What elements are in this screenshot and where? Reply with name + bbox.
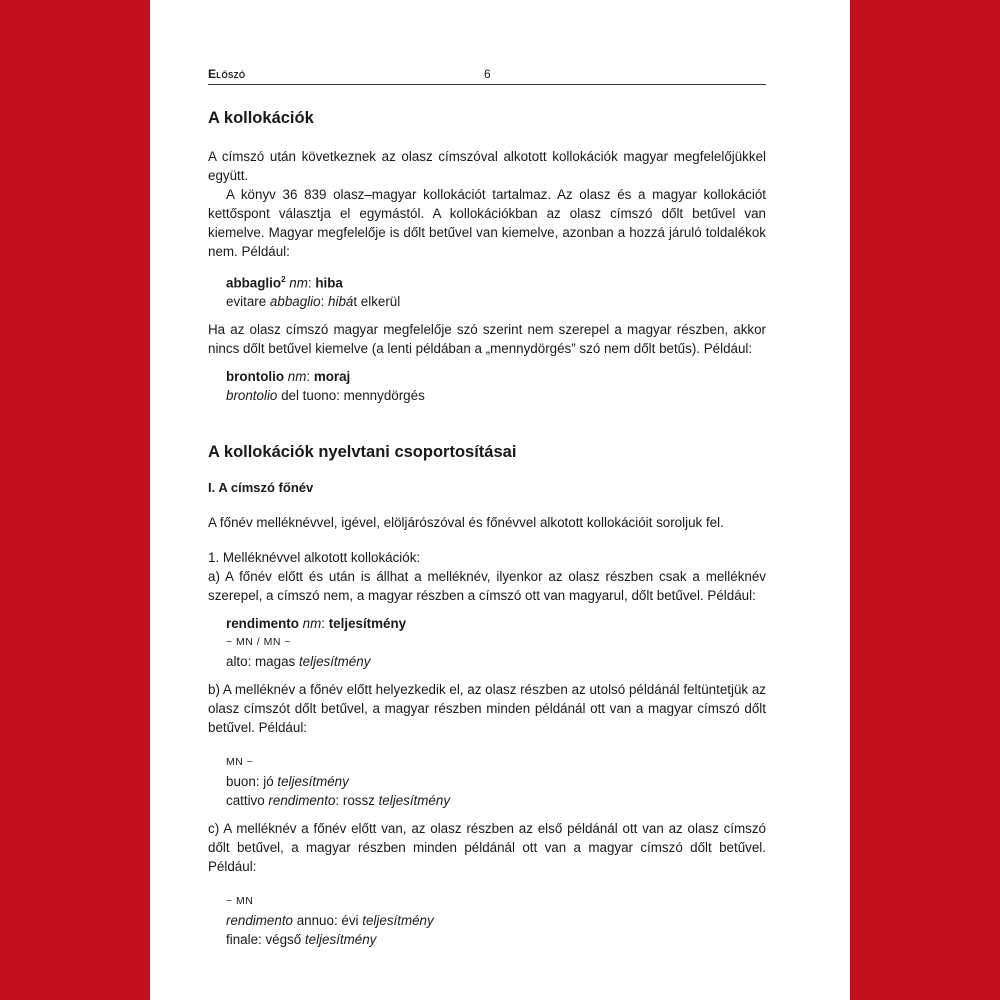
- example-pattern-line: ~ MN: [226, 895, 254, 908]
- description-paragraph: A könyv 36 839 olasz–magyar kollokációt tartalmaz. Az olasz és a magyar kollokációt kettőspont választja el egymástól. A kollokációkban az olasz címszó dőlt betűvel van kiemelve. Magyar megfelelője is dőlt betűvel van kiemelve, azonban a hozzá járuló toldalékok nem. Például:: [208, 187, 766, 259]
- running-header-section: Előszó: [208, 67, 246, 81]
- example-collocation-line: cattivo rendimento: rossz teljesítmény: [226, 793, 451, 809]
- adjective-list-heading: 1. Melléknévvel alkotott kollokációk:: [208, 550, 421, 566]
- example-collocation-line: finale: végső teljesítmény: [226, 932, 377, 948]
- page-content: [208, 66, 766, 949]
- running-header: [208, 66, 766, 85]
- example-rendimento: [226, 614, 766, 671]
- example-rule-c: [226, 892, 766, 949]
- example-entry-line: rendimento nm: teljesítmény: [226, 616, 407, 632]
- example-pattern-line: MN ~: [226, 756, 254, 769]
- subsection-heading-noun: I. A címszó főnév: [208, 480, 314, 496]
- note-paragraph: Ha az olasz címszó magyar megfelelője szó szerint nem szerepel a magyar részben, akkor nincs dőlt betűvel kiemelve (a lenti példában a „mennydörgés” szó nem dőlt betűs). Például:: [208, 322, 766, 357]
- example-rule-b: [226, 753, 766, 810]
- example-abbaglio: [226, 270, 766, 311]
- section-heading-kollokaciok: A kollokációk: [208, 109, 314, 127]
- page-number: 6: [484, 67, 491, 81]
- example-pattern-line: ~ MN / MN ~: [226, 636, 292, 649]
- intro-paragraph: A címszó után következnek az olasz címszóval alkotott kollokációk magyar megfelelőjükkel együtt.: [208, 149, 766, 183]
- rule-c-paragraph: c) A melléknév a főnév előtt van, az olasz részben az első példánál ott van az olasz címszó dőlt betűvel, a magyar részben minden példánál ott van a magyar címszó dőlt betűvel. Például:: [208, 821, 766, 875]
- example-collocation-line: brontolio del tuono: mennydörgés: [226, 388, 425, 404]
- noun-intro-paragraph: A főnév melléknévvel, igével, elöljárószóval és főnévvel alkotott kollokációit soroljuk fel.: [208, 515, 724, 531]
- example-collocation-line: alto: magas teljesítmény: [226, 654, 371, 670]
- example-collocation-line: evitare abbaglio: hibát elkerül: [226, 294, 401, 310]
- example-collocation-line: buon: jó teljesítmény: [226, 774, 349, 790]
- example-entry-line: brontolio nm: moraj: [226, 369, 351, 385]
- example-brontolio: [226, 367, 766, 405]
- section-heading-grammar: A kollokációk nyelvtani csoportosításai: [208, 443, 517, 462]
- rule-a-paragraph: a) A főnév előtt és után is állhat a melléknév, ilyenkor az olasz részben csak a melléknév szerepel, a címszó nem, a magyar részben a címszó ott van magyarul, dőlt betűvel. Például:: [208, 569, 766, 604]
- example-collocation-line: rendimento annuo: évi teljesítmény: [226, 913, 434, 929]
- rule-b-paragraph: b) A melléknév a főnév előtt helyezkedik el, az olasz részben az utolsó példánál feltüntetjük az olasz címszót dőlt betűvel, a magyar részben minden példánál ott van a magyar címszó dőlt betűvel. Például:: [208, 682, 766, 736]
- document-page: [150, 0, 850, 1000]
- example-entry-line: abbaglio$^2$ nm: hiba: [226, 275, 343, 291]
